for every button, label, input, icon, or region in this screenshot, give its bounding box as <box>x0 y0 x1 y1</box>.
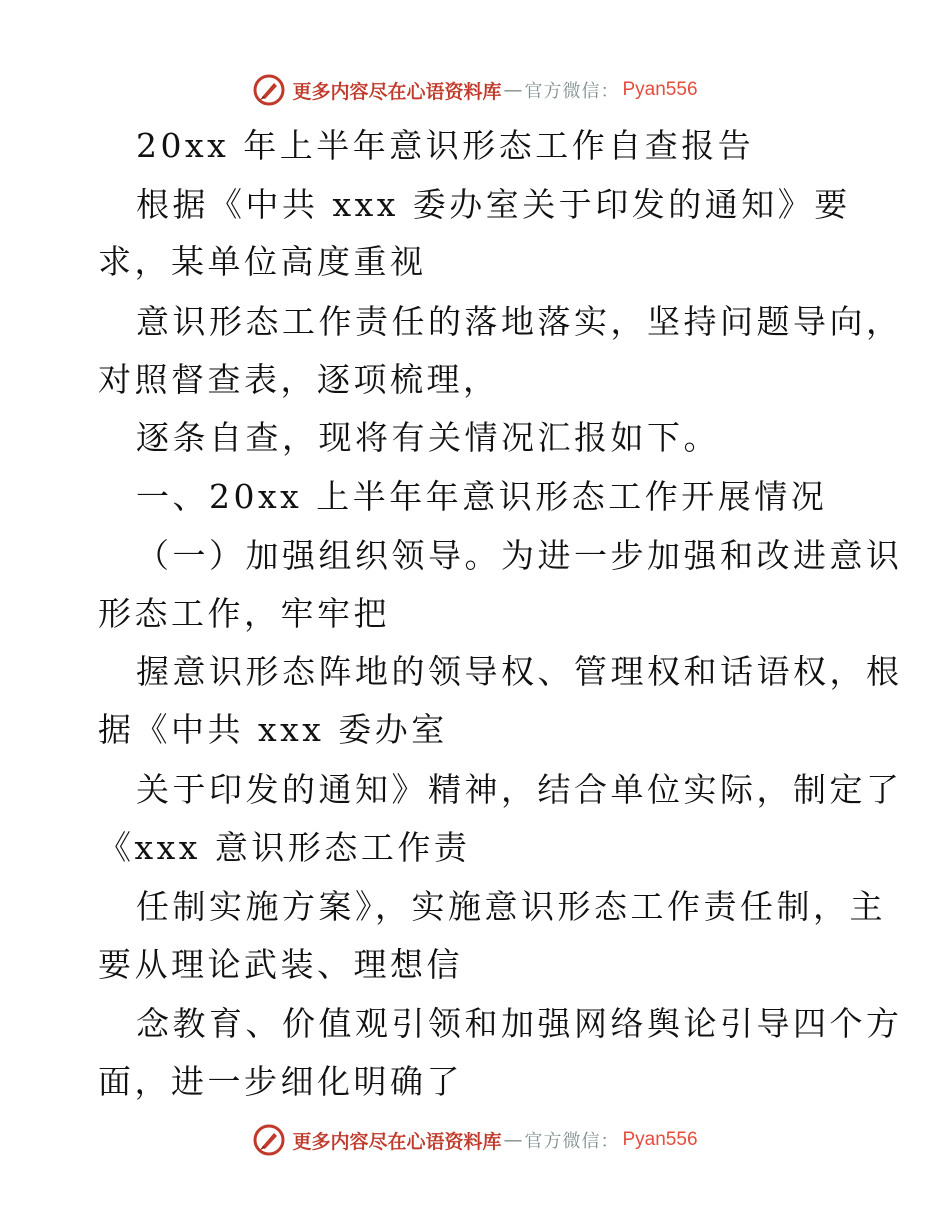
doc-line: 逐条自查，现将有关情况汇报如下。 <box>136 418 720 457</box>
doc-line: 面，进一步细化明确了 <box>98 1062 463 1101</box>
pen-nib-logo-icon <box>252 73 286 107</box>
watermark-dash: — <box>503 79 523 101</box>
doc-line: 形态工作，牢牢把 <box>98 594 390 633</box>
doc-line: 任制实施方案》，实施意识形态工作责任制，主 <box>136 887 886 926</box>
watermark-wechat-id: Pyan556 <box>622 79 698 100</box>
watermark-wechat-id: Pyan556 <box>622 1129 698 1150</box>
doc-line: 要从理论武装、理想信 <box>98 945 463 984</box>
doc-line: 求，某单位高度重视 <box>98 242 427 281</box>
doc-line: 据《中共 xxx 委办室 <box>98 710 448 749</box>
watermark-dash: — <box>503 1129 523 1151</box>
watermark-brand: 更多内容尽在心语资料库 <box>292 1130 502 1153</box>
doc-line: 《xxx 意识形态工作责 <box>98 828 471 867</box>
doc-line: 对照督查表，逐项梳理， <box>98 360 500 399</box>
doc-line: 念教育、价值观引领和加强网络舆论引导四个方 <box>136 1004 903 1043</box>
watermark-official-label: 官方微信： <box>524 81 620 102</box>
watermark-official-label: 官方微信： <box>524 1131 620 1152</box>
pen-nib-logo-icon <box>252 1123 286 1157</box>
watermark-brand: 更多内容尽在心语资料库 <box>292 80 502 103</box>
doc-line: 意识形态工作责任的落地落实，坚持问题导向， <box>136 302 903 341</box>
doc-line: 根据《中共 xxx 委办室关于印发的通知》要 <box>136 185 851 224</box>
doc-line: 握意识形态阵地的领导权、管理权和话语权，根 <box>136 652 903 691</box>
watermark-banner-top <box>0 70 950 110</box>
doc-line: （一）加强组织领导。为进一步加强和改进意识 <box>136 536 903 575</box>
doc-line: 关于印发的通知》精神，结合单位实际，制定了 <box>136 770 903 809</box>
watermark-banner-bottom <box>0 1120 950 1160</box>
section-heading: 一、20xx 上半年年意识形态工作开展情况 <box>136 477 828 516</box>
doc-title: 20xx 年上半年意识形态工作自查报告 <box>136 126 755 165</box>
